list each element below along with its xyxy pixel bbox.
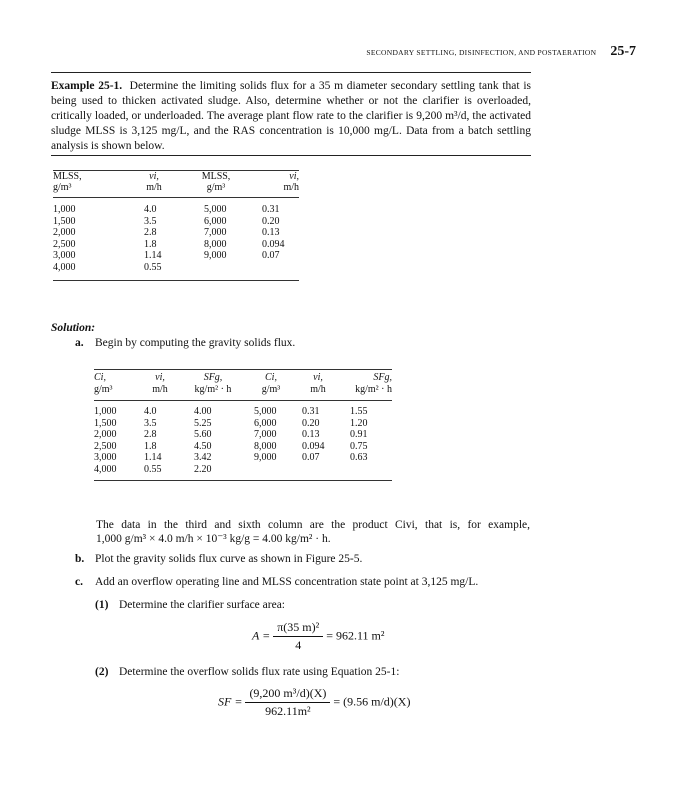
substep-2: (2) Determine the overflow solids flux rate using Equation 25-1:: [95, 666, 400, 678]
example-label: Example 25-1.: [51, 80, 123, 92]
area-equation: A = $\frac{\text{π(35 m)²}}{4}$ = 962.11 m²: [252, 620, 385, 652]
flux-note: [96, 518, 530, 546]
col-header: MLSS, g/m³: [53, 171, 128, 198]
col-header: SFg, kg/m² · h: [340, 370, 392, 401]
running-head: [366, 44, 636, 60]
table-row: 1,000 4.0 5,000 0.31: [53, 204, 280, 215]
table-row: 3,000 1.14 3.42 9,000 0.07 0.63: [94, 452, 368, 464]
table-row: 1,000 4.0 4.00 5,000 0.31 1.55: [94, 406, 368, 417]
area-fraction: $\frac{\text{π(35 m)²}}{4}$: [273, 620, 323, 653]
table-row: 1,500 3.5 6,000 0.20: [53, 215, 280, 227]
table-row: 4,000 0.55: [53, 261, 162, 273]
table-row: 2,000 2.8 5.60 7,000 0.13 0.91: [94, 429, 368, 441]
col-header: Ci, g/m³: [246, 370, 296, 401]
step-c: c. Add an overflow operating line and MLSS concentration state point at 3,125 mg/L.: [75, 576, 479, 588]
table-header-row: [53, 171, 299, 198]
flux-fraction: $\frac{\text{(9,200 m³/d)(X)}}{\text{962.11m²}}$: [245, 686, 330, 719]
note-line-2: 1,000 g/m³ × 4.0 m/h × 10⁻³ kg/g = 4.00 kg/m² · h.: [96, 533, 331, 545]
table-row: 2,500 1.8 8,000 0.094: [53, 238, 285, 250]
col-header: MLSS, g/m³: [180, 171, 252, 198]
table-row: 4,000 0.55 2.20: [94, 463, 212, 475]
col-header: vi, m/h: [252, 171, 299, 198]
col-header: vi, m/h: [140, 370, 180, 401]
col-header: vi, m/h: [128, 171, 180, 198]
step-b: b. Plot the gravity solids flux curve as shown in Figure 25-5.: [75, 553, 363, 565]
table-row: 1,500 3.5 5.25 6,000 0.20 1.20: [94, 417, 368, 429]
table-row: 2,500 1.8 4.50 8,000 0.094 0.75: [94, 440, 368, 452]
flux-equation: SF = $\frac{\text{(9,200 m³/d)(X)}}{\text{962.11m²}}$ = (9.56 m/d)(X): [218, 686, 411, 718]
example-body: Determine the limiting solids flux for a 35 m diameter secondary settling tank that is being used to thicken activated sludge. Also, determine whether or not the clarifier is overloaded, critically loaded, or underloaded. The average plant flow rate to the clarifier is 9,200 m³/d, the activated sludge MLSS is 3,125 mg/L, and the RAS concentration is 10,000 mg/L. Data from a batch settling analysis is shown below.: [51, 80, 531, 152]
example-top-rule: [51, 72, 531, 73]
col-header: SFg, kg/m² · h: [180, 370, 246, 401]
page-number: 25-7: [610, 44, 636, 59]
note-line-1: The data in the third and sixth column are the product Civi, that is, for example,: [96, 519, 530, 531]
batch-settling-table: [53, 170, 299, 281]
example-statement: [51, 79, 531, 154]
example-bottom-rule: [51, 155, 531, 156]
solution-heading: Solution:: [51, 322, 96, 334]
step-a: a. Begin by computing the gravity solids flux.: [75, 337, 296, 349]
col-header: vi, m/h: [296, 370, 340, 401]
running-title: SECONDARY SETTLING, DISINFECTION, AND POSTAERATION: [366, 48, 597, 57]
gravity-flux-table: [94, 369, 392, 481]
table-header-row: [94, 370, 392, 401]
substep-1: (1) Determine the clarifier surface area:: [95, 599, 286, 611]
col-header: Ci, g/m³: [94, 370, 140, 401]
table-row: 3,000 1.14 9,000 0.07: [53, 250, 280, 262]
table-row: 2,000 2.8 7,000 0.13: [53, 227, 280, 239]
